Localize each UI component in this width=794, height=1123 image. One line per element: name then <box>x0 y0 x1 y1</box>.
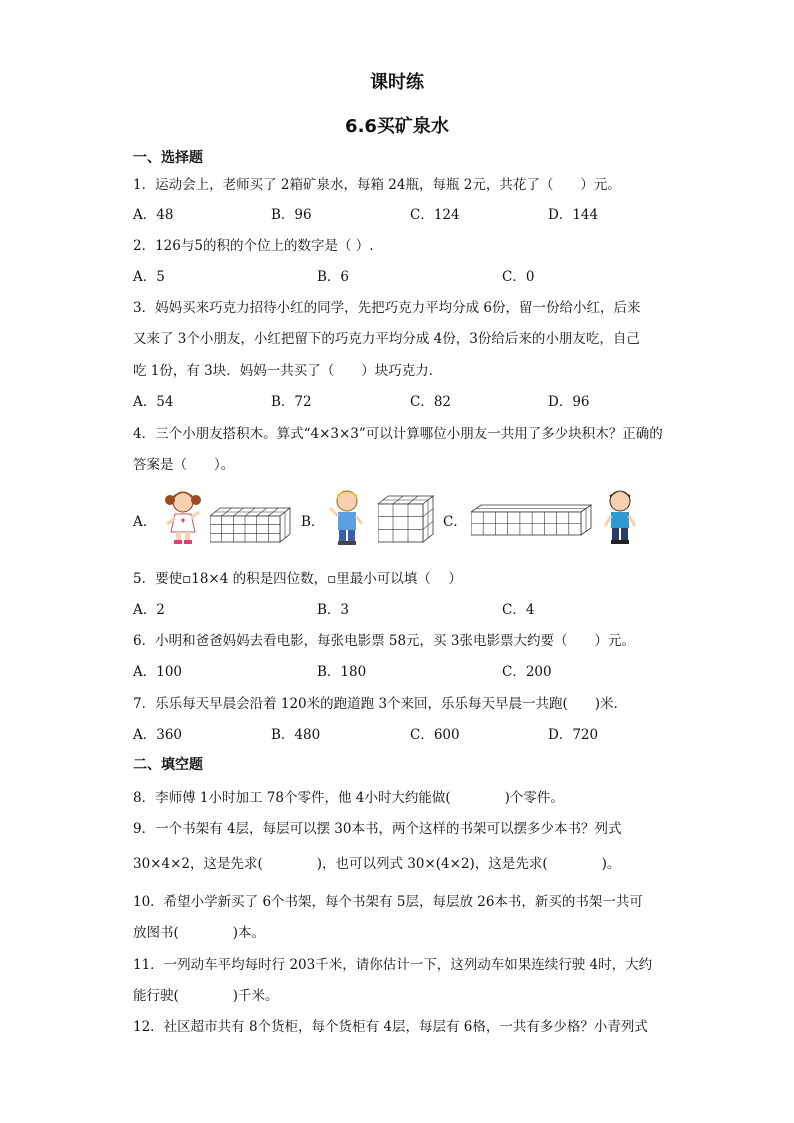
question-4-line-2: 答案是（ ）。 <box>133 457 235 473</box>
question-3-options <box>133 390 693 410</box>
blocks-a-icon <box>210 506 292 544</box>
option-a: A．360 <box>133 727 183 743</box>
question-8: 8．李师傅 1小时加工 78个零件，他 4小时大约能做( )个零件。 <box>133 790 564 806</box>
option-a: A．5 <box>133 269 165 285</box>
question-2: 2．126与5的积的个位上的数字是（ ）. <box>133 238 374 254</box>
question-1: 1．运动会上，老师买了 2箱矿泉水，每箱 24瓶，每瓶 2元，共花了（ ）元。 <box>133 177 621 193</box>
option-c: C．82 <box>410 394 452 410</box>
question-9-line-2: 30×4×2，这是先求( )，也可以列式 30×(4×2)，这是先求( )。 <box>133 856 621 872</box>
question-9-line-1: 9．一个书架有 4层，每层可以摆 30本书，两个这样的书架可以摆多少本书？列式 <box>133 821 622 837</box>
question-7-options <box>133 723 693 743</box>
option-b: B．480 <box>271 727 321 743</box>
question-1-options <box>133 203 693 223</box>
lesson-title: 6.6买矿泉水 <box>345 116 449 137</box>
option-a: A．100 <box>133 664 183 680</box>
question-11-line-1: 11．一列动车平均每时行 203千米，请你估计一下，这列动车如果连续行驶 4时，大约 <box>133 957 653 973</box>
option-d: D．96 <box>548 394 590 410</box>
question-10-line-1: 10．希望小学新买了 6个书架，每个书架有 5层，每层放 26本书，新买的书架一共可 <box>133 894 643 910</box>
option-c-label: C． <box>443 514 467 530</box>
girl-icon <box>161 488 205 546</box>
question-12-line-1: 12．社区超市共有 8个货柜，每个货柜有 4层，每层有 6格，一共有多少格？小青列式 <box>133 1019 648 1035</box>
question-6-options <box>133 660 693 680</box>
option-b-label: B． <box>301 514 325 530</box>
option-c: C．200 <box>502 664 552 680</box>
option-a-label: A． <box>133 514 157 530</box>
option-d: D．720 <box>548 727 599 743</box>
option-c: C．124 <box>410 207 460 223</box>
section-fill-heading: 二、填空题 <box>133 757 203 773</box>
option-b: B．180 <box>317 664 367 680</box>
option-a: A．54 <box>133 394 174 410</box>
question-4-line-1: 4．三个小朋友搭积木。算式“4×3×3”可以计算哪位小朋友一共用了多少块积木？正确的 <box>133 426 663 442</box>
question-3-line-2: 又来了 3个小朋友，小红把留下的巧克力平均分成 4份，3份给后来的小朋友吃，自己 <box>133 331 640 347</box>
question-6: 6．小明和爸爸妈妈去看电影，每张电影票 58元，买 3张电影票大约要（ ）元。 <box>133 633 635 649</box>
option-c: C．0 <box>502 269 535 285</box>
option-b: B．6 <box>317 269 350 285</box>
section-choice-heading: 一、选择题 <box>133 150 203 166</box>
option-b: B．72 <box>271 394 312 410</box>
question-3-line-1: 3．妈妈买来巧克力招待小红的同学，先把巧克力平均分成 6份，留一份给小红，后来 <box>133 300 641 316</box>
blocks-c-icon <box>471 504 593 538</box>
question-4-image-options <box>133 488 653 548</box>
option-a: A．2 <box>133 602 165 618</box>
option-c: C．4 <box>502 602 535 618</box>
option-b: B．3 <box>317 602 350 618</box>
option-a: A．48 <box>133 207 174 223</box>
question-5: 5．要使▫18×4 的积是四位数，▫里最小可以填（ ） <box>133 571 463 587</box>
option-c: C．600 <box>410 727 460 743</box>
question-5-options <box>133 598 693 618</box>
question-3-line-3: 吃 1份，有 3块．妈妈一共买了（ ）块巧克力． <box>133 363 443 379</box>
question-10-line-2: 放图书( )本。 <box>133 925 266 941</box>
question-2-options <box>133 265 693 285</box>
blocks-b-icon <box>378 494 436 546</box>
option-b: B．96 <box>271 207 312 223</box>
boy-2-icon <box>601 488 639 546</box>
boy-icon <box>328 488 366 546</box>
question-7: 7．乐乐每天早晨会沿着 120米的跑道跑 3个来回，乐乐每天早晨一共跑( )米. <box>133 696 618 712</box>
option-d: D．144 <box>548 207 599 223</box>
question-11-line-2: 能行驶( )千米。 <box>133 988 279 1004</box>
page-title: 课时练 <box>370 72 424 93</box>
